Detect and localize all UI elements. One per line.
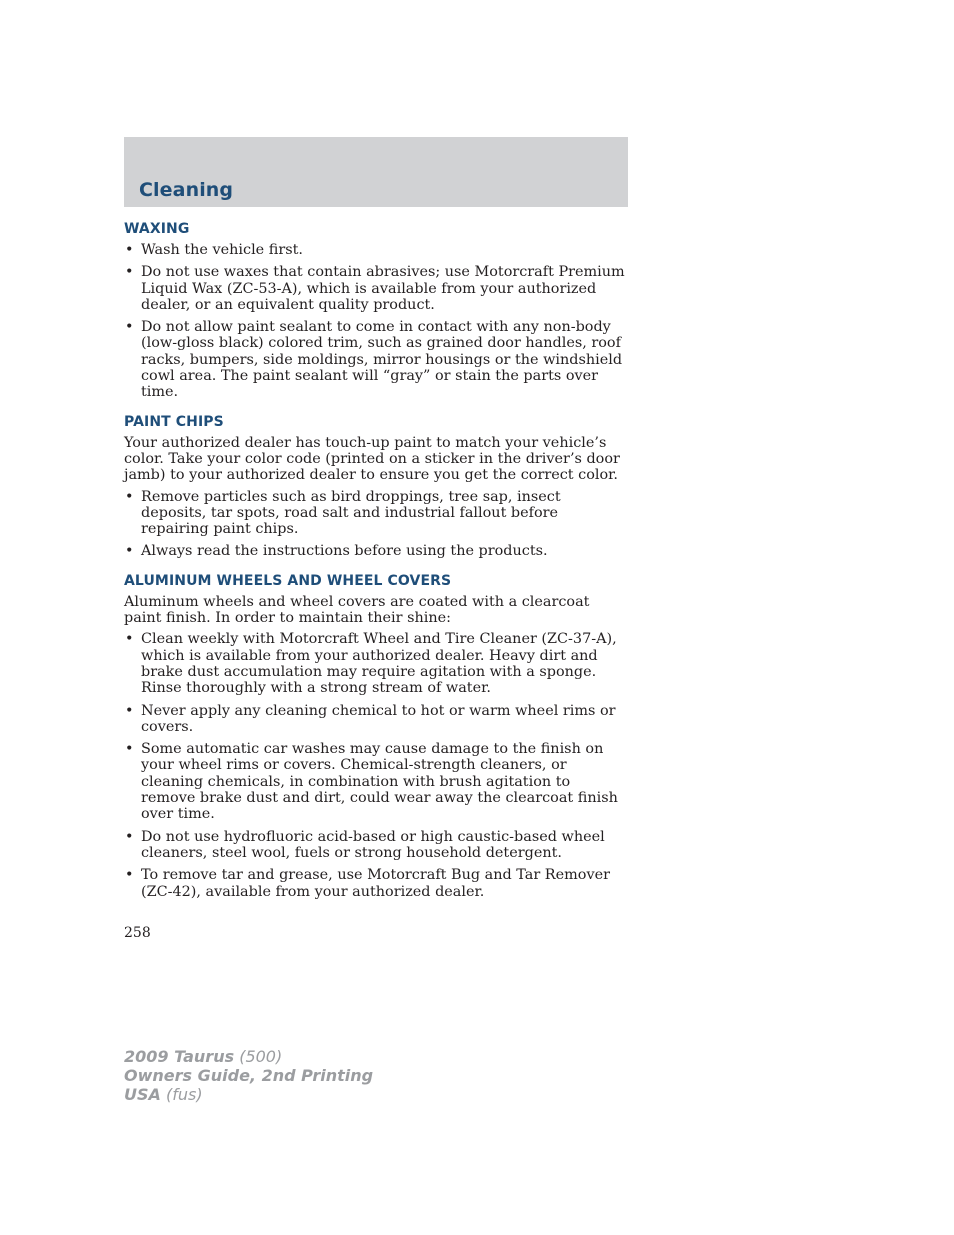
bullet-icon: • <box>125 488 134 505</box>
footer-model-code: (500) <box>239 1047 283 1066</box>
bullet-icon: • <box>125 242 134 258</box>
bullet-icon: • <box>125 319 134 336</box>
list-item-text: Do not use waxes that contain abrasives; use Motorcraft Premium Liquid Wax (ZC-53-A), which is available from your authorized dealer, or an equivalent quality product. <box>141 264 625 313</box>
page-number: 258 <box>124 925 151 941</box>
bullet-list <box>124 242 628 401</box>
page-content <box>124 221 628 906</box>
list-item-text: To remove tar and grease, use Motorcraft Bug and Tar Remover (ZC-42), available from your authorized dealer. <box>141 867 610 900</box>
bullet-icon: • <box>125 828 134 845</box>
list-item-text: Do not allow paint sealant to come in contact with any non-body (low-gloss black) colored trim, such as grained door handles, roof racks, bumpers, side moldings, mirror housings or the windshield cowl area. The paint sealant will “gray” or stain the parts over time. <box>141 319 623 401</box>
footer-line-market <box>124 1085 373 1104</box>
list-item <box>124 242 628 258</box>
section-waxing <box>124 221 628 401</box>
list-item <box>124 741 628 822</box>
footer-line-guide <box>124 1066 373 1085</box>
bullet-icon: • <box>125 631 134 648</box>
list-item <box>124 867 628 900</box>
section-heading: ALUMINUM WHEELS AND WHEEL COVERS <box>124 572 452 589</box>
list-item <box>124 319 628 400</box>
document-footer <box>124 1047 373 1104</box>
chapter-header-band <box>124 137 628 207</box>
section-paragraph: Your authorized dealer has touch-up paint to match your vehicle’s color. Take your color code (printed on a sticker in the driver’s door jamb) to your authorized dealer to ensure you get the correct color. <box>124 434 620 484</box>
list-item <box>124 631 628 696</box>
bullet-icon: • <box>125 867 134 884</box>
section-heading: WAXING <box>124 221 190 237</box>
bullet-list <box>124 489 628 560</box>
footer-market: USA <box>124 1085 161 1104</box>
footer-market-code: (fus) <box>166 1085 203 1104</box>
list-item <box>124 829 628 862</box>
list-item-text: Clean weekly with Motorcraft Wheel and Tire Cleaner (ZC-37-A), which is available from your authorized dealer. Heavy dirt and brake dust accumulation may require agitation with a sponge. Rinse thoroughly with a strong stream of water. <box>141 631 617 697</box>
list-item <box>124 489 628 538</box>
list-item-text: Remove particles such as bird droppings, tree sap, insect deposits, tar spots, road salt and industrial fallout before repairing paint chips. <box>141 488 561 538</box>
list-item-text: Some automatic car washes may cause damage to the finish on your wheel rims or covers. Chemical-strength cleaners, or cleaning chemicals, in combination with brush agitation to remove brake dust and dirt, could wear away the clearcoat finish over time. <box>141 741 618 823</box>
list-item <box>124 543 628 559</box>
footer-line-model <box>124 1047 373 1066</box>
section-heading: PAINT CHIPS <box>124 413 224 430</box>
section-paint-chips <box>124 414 628 560</box>
bullet-icon: • <box>125 543 134 560</box>
bullet-list <box>124 631 628 899</box>
footer-guide: Owners Guide, 2nd Printing <box>124 1066 374 1085</box>
bullet-icon: • <box>125 741 134 758</box>
bullet-icon: • <box>125 264 134 281</box>
footer-model: 2009 Taurus <box>124 1047 235 1066</box>
section-aluminum-wheels <box>124 573 628 900</box>
list-item-text: Wash the vehicle first. <box>141 242 303 258</box>
list-item <box>124 264 628 313</box>
bullet-icon: • <box>125 702 134 719</box>
section-paragraph: Aluminum wheels and wheel covers are coated with a clearcoat paint finish. In order to maintain their shine: <box>124 593 590 627</box>
chapter-title: Cleaning <box>139 179 234 201</box>
list-item-text: Do not use hydrofluoric acid-based or high caustic-based wheel cleaners, steel wool, fuels or strong household detergent. <box>141 828 605 861</box>
list-item <box>124 703 628 736</box>
list-item-text: Always read the instructions before using the products. <box>141 543 548 560</box>
list-item-text: Never apply any cleaning chemical to hot or warm wheel rims or covers. <box>141 702 616 735</box>
